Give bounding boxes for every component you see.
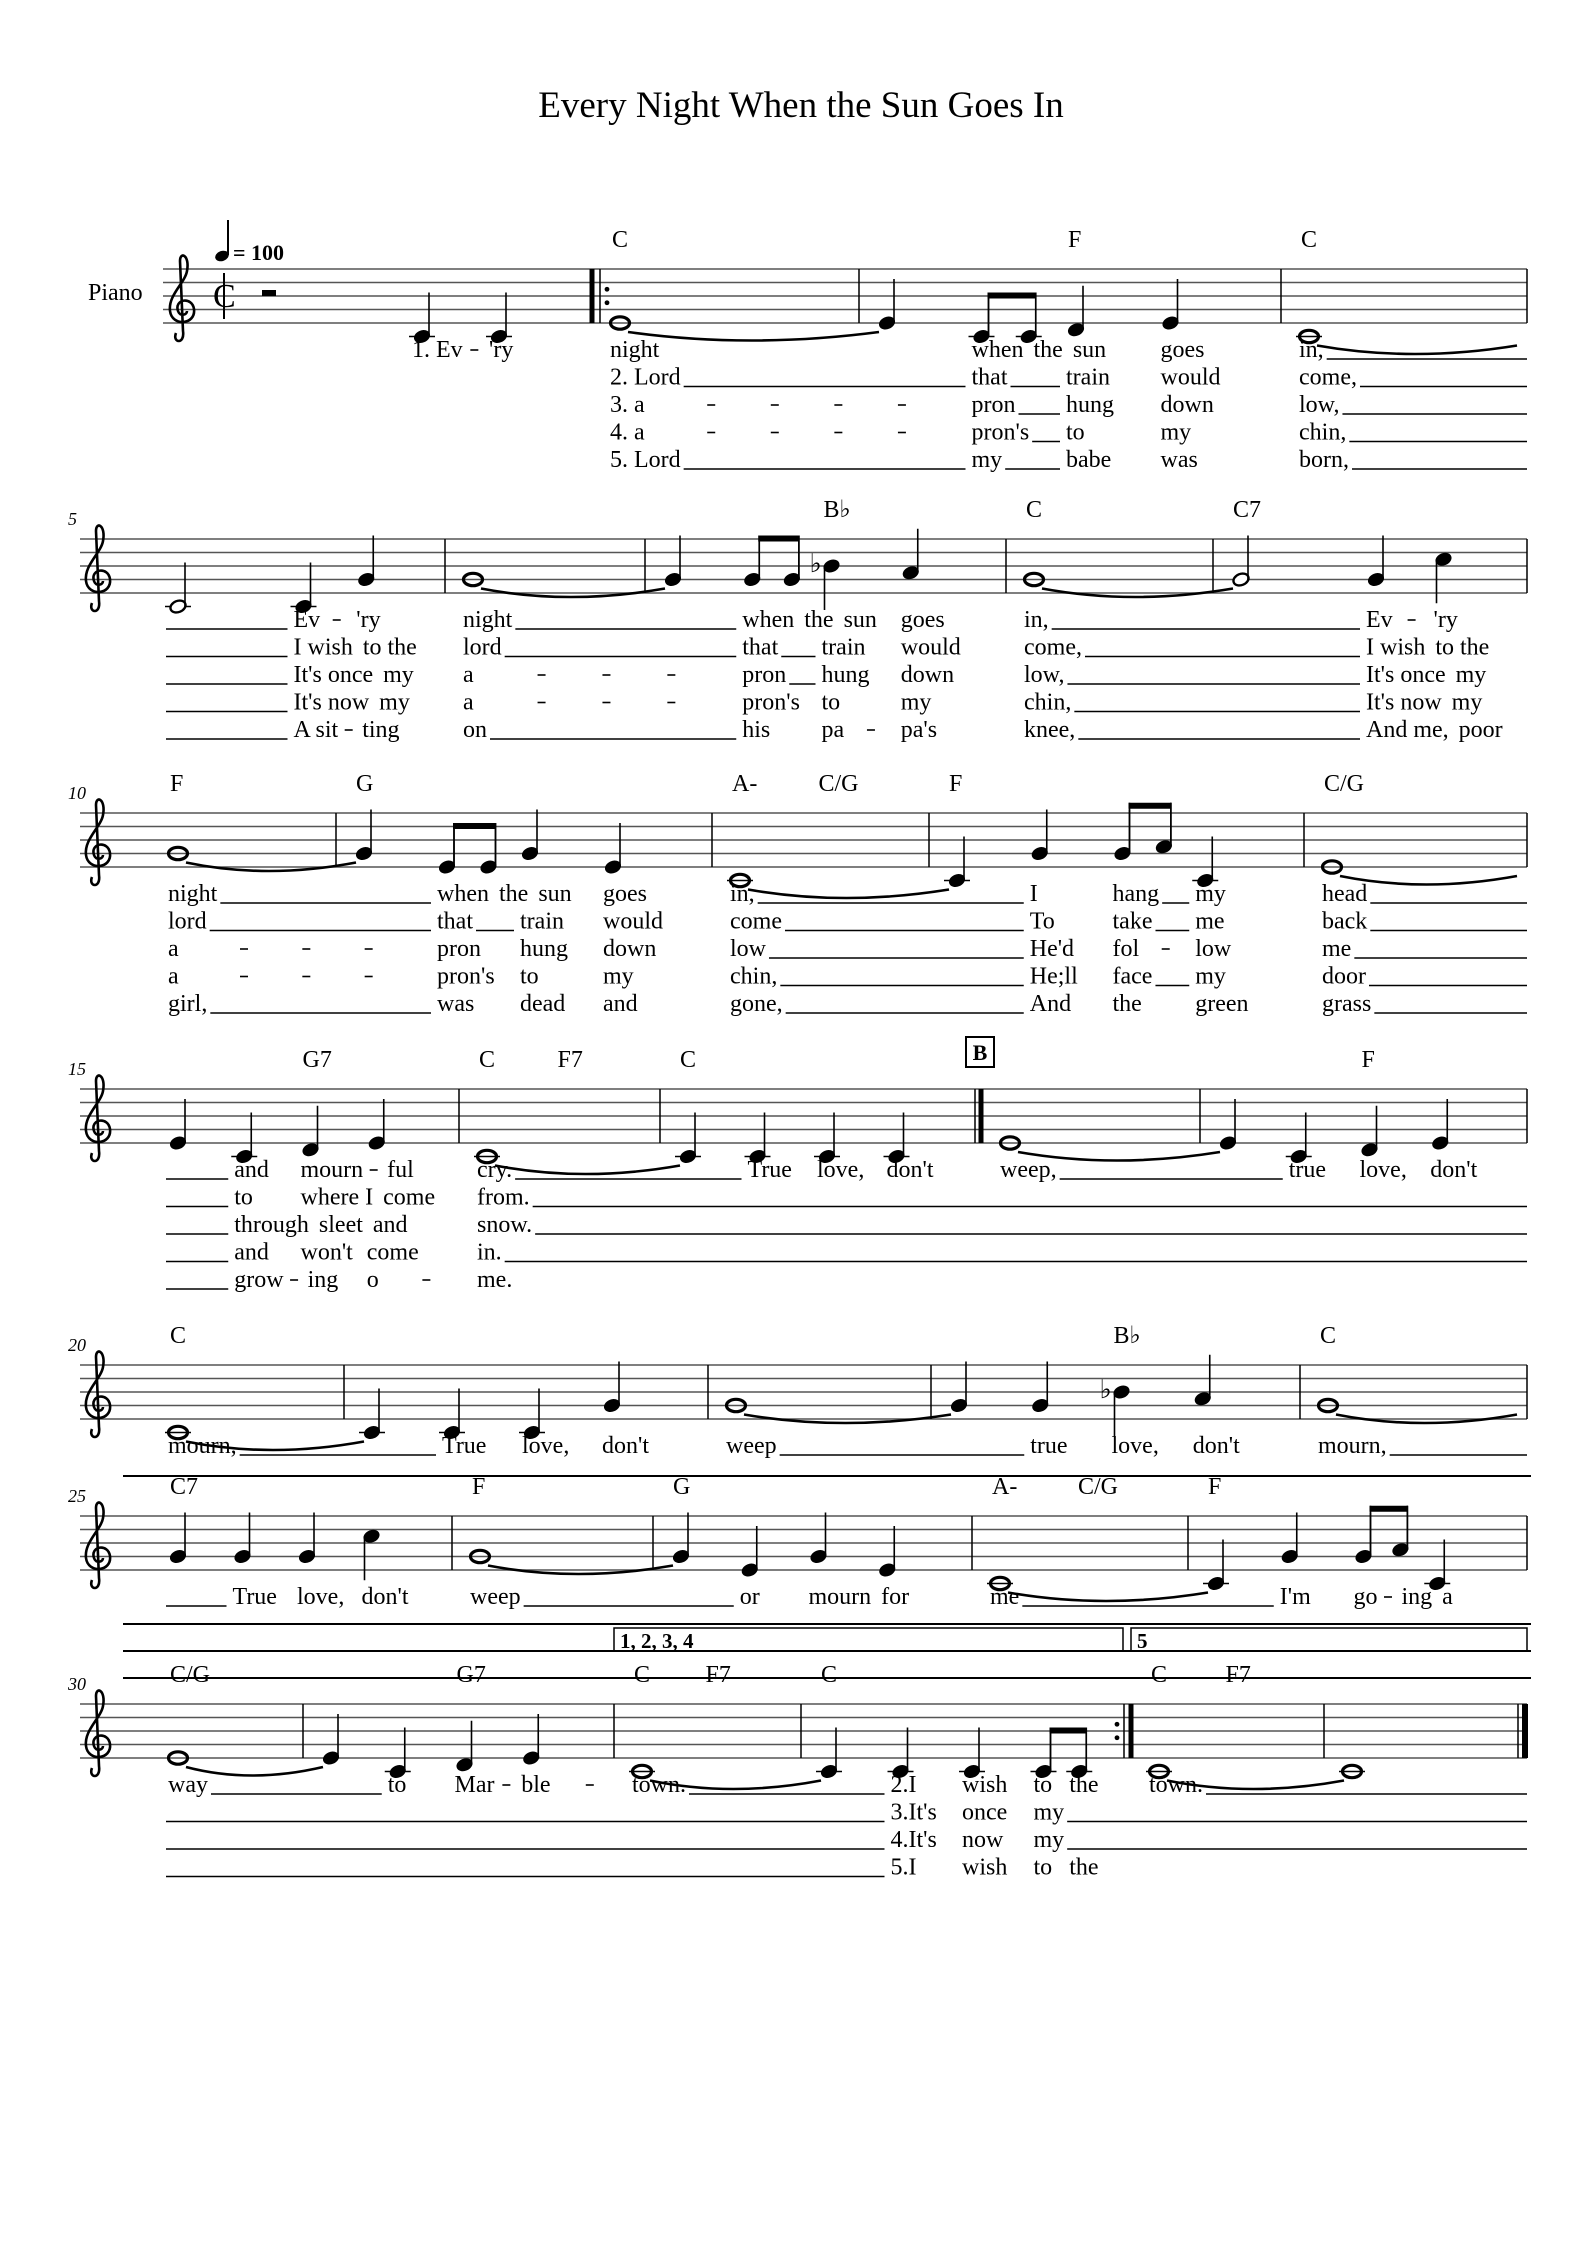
lyric-syllable: the bbox=[1069, 1854, 1099, 1881]
lyric-syllable: the bbox=[1033, 337, 1063, 363]
chord-symbol: C bbox=[680, 1047, 697, 1073]
lyric-syllable: to bbox=[1033, 1854, 1053, 1881]
lyric-syllable: now bbox=[962, 1827, 1004, 1853]
lyric-syllable: where I bbox=[300, 1184, 374, 1211]
lyric-syllable: the bbox=[1069, 1772, 1099, 1798]
lyric-syllable: sun bbox=[1072, 337, 1107, 363]
lyric-syllable: train bbox=[1066, 364, 1110, 391]
lyric-syllable: back bbox=[1322, 908, 1368, 935]
lyric-syllable: grow bbox=[234, 1267, 284, 1293]
lyric-syllable: in, bbox=[1299, 337, 1324, 363]
chord-symbol: G bbox=[356, 771, 374, 797]
chord-symbol: G7 bbox=[456, 1662, 486, 1688]
lyric-syllable: won't bbox=[300, 1239, 353, 1266]
lyric-syllable: wish bbox=[962, 1854, 1008, 1881]
measure-number: 15 bbox=[68, 1059, 86, 1079]
lyric-syllable: low, bbox=[1299, 392, 1340, 418]
eighth-beam bbox=[758, 536, 799, 542]
lyric-syllable: that bbox=[742, 634, 779, 661]
tie bbox=[628, 332, 879, 341]
lyric-syllable: that bbox=[971, 364, 1008, 391]
eighth-beam bbox=[453, 823, 496, 829]
lyrics bbox=[166, 1772, 1527, 1881]
chord-symbol: B♭ bbox=[1113, 1323, 1141, 1349]
lyric-syllable: door bbox=[1322, 963, 1366, 990]
tempo-marking bbox=[214, 220, 284, 265]
lyric-syllable: Ev bbox=[1366, 607, 1393, 633]
lyric-syllable: 5.I bbox=[890, 1854, 917, 1881]
lyric-syllable: through bbox=[234, 1212, 309, 1238]
lyric-syllable: 4.It's bbox=[890, 1827, 937, 1853]
chord-symbol: A- bbox=[992, 1474, 1018, 1500]
lyric-syllable: when bbox=[437, 881, 489, 907]
chord-symbol: F bbox=[1068, 227, 1082, 253]
lyric-syllable: true bbox=[1030, 1433, 1068, 1459]
lyric-syllable: down bbox=[900, 662, 955, 688]
score bbox=[67, 227, 1531, 1881]
lyric-syllable: It's now bbox=[293, 689, 370, 716]
eighth-beam bbox=[1050, 1728, 1087, 1734]
lyric-syllable: 'ry bbox=[489, 337, 514, 363]
lyric-syllable: in, bbox=[730, 881, 755, 907]
lyric-syllable: wish bbox=[962, 1772, 1008, 1798]
lyric-syllable: my bbox=[971, 447, 1003, 473]
chord-symbol: G7 bbox=[302, 1047, 332, 1073]
lyric-syllable: ing bbox=[307, 1267, 339, 1293]
lyric-syllable: chin, bbox=[1024, 689, 1072, 716]
lyric-syllable: 3. a bbox=[610, 392, 645, 418]
chord-symbol: C/G bbox=[818, 771, 859, 797]
lyric-syllable: chin, bbox=[730, 963, 778, 990]
chord-symbol: C bbox=[1151, 1662, 1168, 1688]
lyrics bbox=[166, 1157, 1527, 1293]
chord-symbol: C bbox=[821, 1662, 838, 1688]
lyric-syllable: night bbox=[463, 607, 513, 633]
lyric-syllable: mourn, bbox=[168, 1433, 237, 1459]
tie bbox=[495, 1166, 680, 1175]
tie bbox=[748, 890, 949, 899]
lyric-syllable: born, bbox=[1299, 447, 1349, 473]
measure-number: 30 bbox=[68, 1674, 86, 1694]
lyric-syllable: pron's bbox=[742, 689, 800, 716]
lyric-syllable: Mar bbox=[454, 1772, 495, 1798]
lyric-syllable: girl, bbox=[168, 991, 208, 1017]
lyric-syllable: pron's bbox=[437, 963, 495, 990]
lyric-syllable: dead bbox=[520, 991, 566, 1017]
lyric-syllable: snow. bbox=[477, 1212, 533, 1238]
lyric-syllable: love, bbox=[1111, 1433, 1159, 1459]
lyric-syllable: low, bbox=[1024, 662, 1065, 688]
lyric-syllable: to bbox=[821, 689, 841, 716]
lyric-syllable: my bbox=[1033, 1827, 1065, 1853]
lyric-syllable: goes bbox=[1160, 337, 1205, 363]
chord-symbol: F bbox=[472, 1474, 486, 1500]
lyric-syllable: grass bbox=[1322, 991, 1372, 1017]
lyric-syllable: 4. a bbox=[610, 419, 645, 446]
lyric-syllable: hang bbox=[1112, 881, 1160, 907]
lyric-syllable: don't bbox=[602, 1433, 649, 1459]
lyric-syllable: don't bbox=[361, 1584, 409, 1610]
lyric-syllable: for bbox=[881, 1584, 910, 1610]
lyric-syllable: true bbox=[1288, 1157, 1327, 1183]
lyric-syllable: pron bbox=[742, 662, 787, 688]
lyric-syllable: to bbox=[1033, 1772, 1053, 1798]
lyric-syllable: babe bbox=[1066, 447, 1112, 473]
lyric-syllable: I wish bbox=[293, 634, 353, 661]
chord-symbol: B♭ bbox=[823, 497, 851, 523]
lyric-syllable: pa bbox=[821, 717, 845, 743]
lyric-syllable: don't bbox=[886, 1157, 934, 1183]
chord-symbol: A- bbox=[732, 771, 758, 797]
lyric-syllable: would bbox=[1160, 364, 1221, 391]
lyric-syllable: 2. Lord bbox=[610, 364, 681, 391]
volta-label: 1, 2, 3, 4 bbox=[620, 1629, 694, 1653]
song-title: Every Night When the Sun Goes In bbox=[538, 85, 1064, 126]
lyric-syllable: once bbox=[962, 1799, 1008, 1826]
eighth-beam bbox=[988, 293, 1037, 299]
lyric-syllable: pa's bbox=[900, 717, 938, 743]
lyrics bbox=[412, 337, 1527, 473]
lyric-syllable: the bbox=[804, 607, 834, 633]
lyric-syllable: town. bbox=[1149, 1772, 1203, 1798]
volta-bracket bbox=[1131, 1628, 1527, 1651]
lyric-syllable: I'm bbox=[1279, 1584, 1311, 1610]
lyrics bbox=[168, 881, 1527, 1017]
lyric-syllable: a bbox=[463, 689, 474, 716]
lyric-syllable: from. bbox=[477, 1184, 530, 1211]
lyric-syllable: weep bbox=[726, 1433, 777, 1459]
lyric-syllable: poor bbox=[1458, 717, 1503, 743]
volta-label: 5 bbox=[1137, 1629, 1148, 1653]
chord-symbol: F bbox=[1208, 1474, 1222, 1500]
lyric-syllable: and bbox=[372, 1212, 408, 1238]
chord-symbol: F bbox=[170, 771, 184, 797]
chord-symbol: C/G bbox=[170, 1662, 211, 1688]
lyric-syllable: hung bbox=[821, 662, 870, 688]
lyric-syllable: True bbox=[747, 1157, 792, 1183]
lyric-syllable: the bbox=[1112, 991, 1142, 1017]
lyric-syllable: come, bbox=[1024, 634, 1082, 661]
lyric-syllable: A sit bbox=[293, 717, 339, 743]
eighth-beam bbox=[1370, 1506, 1408, 1512]
repeat-dot bbox=[1115, 1735, 1120, 1740]
lyric-syllable: chin, bbox=[1299, 419, 1347, 446]
lyric-syllable: lord bbox=[168, 908, 207, 935]
lyric-syllable: love, bbox=[522, 1433, 570, 1459]
measure-number: 20 bbox=[68, 1335, 86, 1355]
lyric-syllable: And bbox=[1029, 991, 1072, 1017]
lyric-syllable: hung bbox=[1066, 392, 1114, 418]
measure-number: 10 bbox=[68, 783, 86, 803]
lyric-syllable: in. bbox=[477, 1239, 502, 1266]
lyric-syllable: to bbox=[1066, 419, 1085, 446]
lyric-syllable: 'ry bbox=[356, 607, 381, 633]
lyric-syllable: me bbox=[990, 1584, 1020, 1610]
chord-symbol: C7 bbox=[170, 1474, 199, 1500]
lyric-syllable: my bbox=[900, 689, 932, 716]
lyric-syllable: sun bbox=[538, 881, 572, 907]
lyric-syllable: come bbox=[730, 908, 782, 935]
lyric-syllable: lord bbox=[463, 634, 502, 661]
lyric-syllable: pron bbox=[437, 936, 481, 962]
lyric-syllable: to bbox=[520, 963, 539, 990]
lyric-syllable: would bbox=[900, 634, 961, 661]
lyric-syllable: ble bbox=[521, 1772, 551, 1798]
chord-symbol: F7 bbox=[1225, 1662, 1251, 1688]
lyric-syllable: green bbox=[1195, 991, 1249, 1017]
lyric-syllable: to bbox=[234, 1184, 253, 1211]
lyric-syllable: to the bbox=[362, 634, 417, 661]
lyric-syllable: down bbox=[603, 936, 657, 962]
lyric-syllable: sleet bbox=[318, 1212, 363, 1238]
tie bbox=[1317, 346, 1517, 355]
lyric-syllable: cry. bbox=[477, 1157, 513, 1183]
lyric-syllable: 2.I bbox=[890, 1772, 917, 1798]
chord-symbol: C/G bbox=[1078, 1474, 1119, 1500]
lyric-syllable: on bbox=[463, 717, 487, 743]
lyric-syllable: me bbox=[1322, 936, 1352, 962]
lyric-syllable: town. bbox=[632, 1772, 686, 1798]
tie bbox=[1008, 1593, 1208, 1602]
eighth-beam bbox=[1129, 803, 1172, 809]
lyric-syllable: my bbox=[1195, 963, 1226, 990]
lyric-syllable: ing bbox=[1401, 1584, 1433, 1610]
instrument-label: Piano bbox=[88, 280, 143, 306]
lyric-syllable: his bbox=[742, 717, 771, 743]
lyric-syllable: my bbox=[603, 963, 634, 990]
lyric-syllable: me. bbox=[477, 1267, 513, 1293]
lyric-syllable: when bbox=[742, 607, 795, 633]
lyric-syllable: low bbox=[1195, 936, 1232, 962]
lyric-syllable: my bbox=[1455, 662, 1487, 688]
lyric-syllable: fol bbox=[1112, 936, 1140, 962]
lyric-syllable: He;ll bbox=[1029, 963, 1078, 990]
lyric-syllable: knee, bbox=[1024, 717, 1076, 743]
lyric-syllable: a bbox=[1442, 1584, 1453, 1610]
lyric-syllable: 1. Ev bbox=[412, 337, 463, 363]
lyric-syllable: ful bbox=[387, 1157, 414, 1183]
lyric-syllable: True bbox=[232, 1584, 277, 1610]
lyric-syllable: It's once bbox=[293, 662, 374, 688]
lyric-syllable: come bbox=[366, 1239, 419, 1266]
lyric-syllable: 5. Lord bbox=[610, 447, 681, 473]
lyric-syllable: pron bbox=[971, 392, 1016, 418]
lyric-syllable: It's now bbox=[1366, 689, 1442, 716]
lyric-syllable: mourn bbox=[808, 1584, 872, 1610]
chord-symbol: F bbox=[1361, 1047, 1375, 1073]
lyric-syllable: my bbox=[1033, 1799, 1065, 1826]
system bbox=[67, 1628, 1527, 1881]
lyric-syllable: And me, bbox=[1366, 717, 1449, 743]
rehearsal-mark: B bbox=[972, 1040, 988, 1065]
system bbox=[68, 1474, 1527, 1610]
lyric-syllable: mourn, bbox=[1318, 1433, 1387, 1459]
lyric-syllable: weep, bbox=[1000, 1157, 1057, 1183]
lyric-syllable: my bbox=[1160, 419, 1192, 446]
lyric-syllable: mourn bbox=[300, 1157, 364, 1183]
lyric-syllable: goes bbox=[603, 881, 647, 907]
cut-time-icon: C bbox=[213, 278, 236, 315]
chord-symbol: C/G bbox=[1324, 771, 1365, 797]
flat-accidental-icon: ♭ bbox=[809, 549, 822, 578]
lyric-syllable: my bbox=[1451, 689, 1483, 716]
system bbox=[68, 771, 1527, 1017]
lyric-syllable: don't bbox=[1430, 1157, 1478, 1183]
lyric-syllable: way bbox=[168, 1772, 208, 1798]
chord-symbol: C bbox=[479, 1047, 496, 1073]
lyric-syllable: to the bbox=[1435, 634, 1490, 661]
flat-accidental-icon: ♭ bbox=[1099, 1375, 1112, 1404]
lyric-syllable: To bbox=[1029, 908, 1055, 935]
lyric-syllable: would bbox=[603, 908, 663, 935]
chord-symbol: C bbox=[170, 1323, 187, 1349]
lyric-syllable: love, bbox=[297, 1584, 345, 1610]
lyric-syllable: the bbox=[498, 881, 529, 907]
lyric-syllable: down bbox=[1160, 392, 1214, 418]
chord-symbol: G bbox=[673, 1474, 691, 1500]
lyric-syllable: I wish bbox=[1366, 634, 1426, 661]
measure-number: 25 bbox=[68, 1486, 86, 1506]
lyric-syllable: a bbox=[168, 963, 179, 990]
lyric-syllable: that bbox=[437, 908, 473, 935]
lyric-syllable: Ev bbox=[293, 607, 321, 633]
lyric-syllable: love, bbox=[1359, 1157, 1407, 1183]
lyric-syllable: was bbox=[437, 991, 475, 1017]
chord-symbol: C bbox=[1320, 1323, 1337, 1349]
lyric-syllable: and bbox=[603, 991, 638, 1017]
lyric-syllable: was bbox=[1160, 447, 1198, 473]
lyrics bbox=[166, 1584, 1453, 1610]
lyric-syllable: when bbox=[971, 337, 1024, 363]
lyric-syllable: train bbox=[821, 634, 866, 661]
lyric-syllable: come bbox=[383, 1184, 436, 1211]
lyric-syllable: It's once bbox=[1366, 662, 1446, 688]
lyric-syllable: ting bbox=[362, 717, 400, 743]
repeat-dot bbox=[1115, 1722, 1120, 1727]
repeat-dot bbox=[605, 287, 610, 292]
system bbox=[68, 497, 1527, 743]
lyric-syllable: a bbox=[463, 662, 474, 688]
lyric-syllable: 'ry bbox=[1433, 607, 1458, 633]
lyric-syllable: love, bbox=[817, 1157, 865, 1183]
chord-symbol: C bbox=[634, 1662, 651, 1688]
lyric-syllable: in, bbox=[1024, 607, 1049, 633]
system bbox=[68, 1037, 1527, 1293]
lyric-syllable: He'd bbox=[1029, 936, 1075, 962]
chord-symbol: C bbox=[1301, 227, 1318, 253]
lyric-syllable: go bbox=[1353, 1584, 1378, 1610]
repeat-dot bbox=[605, 300, 610, 305]
measure-number: 5 bbox=[68, 509, 77, 529]
lyric-syllable: don't bbox=[1192, 1433, 1240, 1459]
chord-symbol: F bbox=[949, 771, 963, 797]
lyric-syllable: take bbox=[1112, 908, 1153, 935]
lyric-syllable: 3.It's bbox=[890, 1799, 937, 1826]
system bbox=[68, 1323, 1527, 1459]
lyric-syllable: pron's bbox=[971, 419, 1030, 446]
chord-symbol: C bbox=[612, 227, 629, 253]
lyric-syllable: head bbox=[1322, 881, 1368, 907]
chord-symbol: C bbox=[1026, 497, 1043, 523]
lyric-syllable: weep bbox=[470, 1584, 521, 1610]
chord-symbol: C7 bbox=[1233, 497, 1262, 523]
chord-symbol: F7 bbox=[557, 1047, 583, 1073]
lyric-syllable: gone, bbox=[730, 991, 783, 1017]
lyric-syllable: a bbox=[168, 936, 179, 962]
lyric-syllable: me bbox=[1195, 908, 1225, 935]
lyric-syllable: goes bbox=[900, 607, 945, 633]
lyric-syllable: I bbox=[1029, 881, 1038, 907]
lyric-syllable: sun bbox=[843, 607, 877, 633]
chord-symbol: F7 bbox=[705, 1662, 731, 1688]
lyric-syllable: face bbox=[1112, 963, 1153, 990]
lyric-syllable: my bbox=[1195, 881, 1226, 907]
lyric-syllable: o bbox=[366, 1267, 379, 1293]
lyrics bbox=[166, 607, 1503, 743]
lyric-syllable: come, bbox=[1299, 364, 1357, 391]
lyric-syllable: hung bbox=[520, 936, 568, 962]
lyric-syllable: to bbox=[387, 1772, 407, 1798]
half-rest-icon bbox=[262, 290, 276, 296]
system bbox=[163, 227, 1527, 473]
lyric-syllable: and bbox=[234, 1157, 269, 1183]
lyric-syllable: train bbox=[520, 908, 564, 935]
tempo-value: = 100 bbox=[233, 240, 285, 265]
lyric-syllable: low bbox=[730, 936, 766, 962]
lyric-syllable: night bbox=[168, 881, 218, 907]
lyric-syllable: my bbox=[383, 662, 414, 688]
lyric-syllable: night bbox=[610, 337, 660, 363]
lyric-syllable: True bbox=[442, 1433, 487, 1459]
lyric-syllable: and bbox=[234, 1239, 269, 1266]
lyric-syllable: my bbox=[379, 689, 410, 716]
lyric-syllable: or bbox=[739, 1584, 760, 1610]
